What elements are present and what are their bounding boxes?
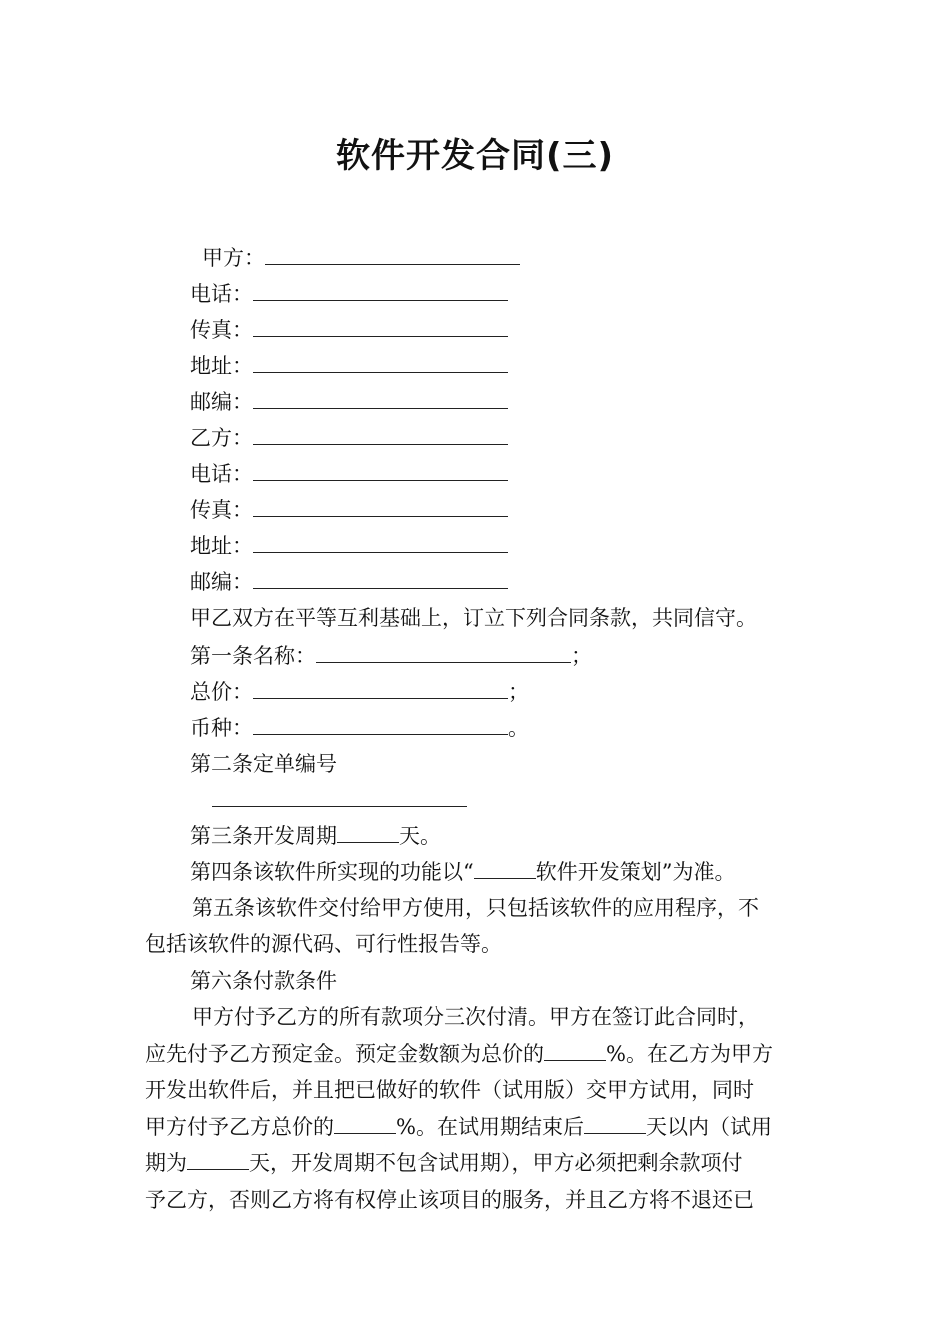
article1-currency-label: 币种：: [190, 716, 253, 740]
party-b-postcode-blank[interactable]: [253, 568, 508, 589]
party-b-phone-label: 电话：: [190, 462, 253, 486]
trial-percent-blank[interactable]: [334, 1113, 396, 1134]
article6-line5: [145, 1149, 743, 1177]
party-a-postcode-blank[interactable]: [253, 388, 508, 409]
party-b-fax-label: 传真：: [190, 498, 253, 522]
party-a-postcode-label: 邮编：: [190, 390, 253, 414]
article6-heading: 第六条付款条件: [190, 969, 337, 993]
party-a-phone-blank[interactable]: [253, 280, 508, 301]
party-a-fax-blank[interactable]: [253, 316, 508, 337]
article6-line3: 开发出软件后，并且把已做好的软件（试用版）交甲方试用，同时: [145, 1078, 754, 1102]
party-b-name-label: 乙方：: [190, 426, 253, 450]
article2-order-number-blank[interactable]: [212, 806, 467, 807]
article1-name-end: ；: [571, 644, 592, 668]
party-b-name-blank[interactable]: [253, 424, 508, 445]
article1-name-row: [190, 642, 592, 670]
trial-end-days-blank[interactable]: [584, 1113, 646, 1134]
article6-line2-b: %。在乙方为甲方: [606, 1042, 773, 1066]
article4-blank[interactable]: [474, 858, 536, 879]
article6-line4: [145, 1113, 772, 1141]
article1-currency-blank[interactable]: [253, 714, 508, 735]
party-b-fax-row: [190, 496, 508, 524]
article1-name-label: 第一条名称：: [190, 644, 316, 668]
party-a-fax-row: [190, 316, 508, 344]
party-b-address-blank[interactable]: [253, 532, 508, 553]
article6-line6: 予乙方，否则乙方将有权停止该项目的服务，并且乙方将不退还已: [145, 1188, 754, 1212]
article5-line1: 第五条该软件交付给甲方使用，只包括该软件的应用程序，不: [192, 896, 759, 920]
article4-row: [190, 858, 736, 886]
article3-row: [190, 822, 441, 850]
article5-line2: 包括该软件的源代码、可行性报告等。: [145, 932, 502, 956]
trial-period-days-blank[interactable]: [187, 1149, 249, 1170]
preamble: 甲乙双方在平等互利基础上，订立下列合同条款，共同信守。: [190, 606, 757, 630]
article1-name-blank[interactable]: [316, 642, 571, 663]
article6-line2: [145, 1040, 773, 1068]
article1-price-blank[interactable]: [253, 678, 508, 699]
party-a-name-blank[interactable]: [265, 244, 520, 265]
party-b-fax-blank[interactable]: [253, 496, 508, 517]
party-a-address-label: 地址：: [190, 354, 253, 378]
party-a-address-row: [190, 352, 508, 380]
article1-currency-end: 。: [508, 716, 529, 740]
party-a-name-label: 甲方：: [202, 246, 265, 270]
party-a-fax-label: 传真：: [190, 318, 253, 342]
article1-price-label: 总价：: [190, 680, 253, 704]
party-b-phone-blank[interactable]: [253, 460, 508, 481]
party-b-name-row: [190, 424, 508, 452]
article6-line4-b: %。在试用期结束后: [396, 1115, 584, 1139]
article3-days-blank[interactable]: [337, 822, 399, 843]
document-title: 软件开发合同(三): [335, 136, 615, 176]
article3-before: 第三条开发周期: [190, 824, 337, 848]
article6-line5-a: 期为: [145, 1151, 187, 1175]
party-a-phone-label: 电话：: [190, 282, 253, 306]
party-b-address-label: 地址：: [190, 534, 253, 558]
party-b-postcode-row: [190, 568, 508, 596]
party-a-phone-row: [190, 280, 508, 308]
party-b-postcode-label: 邮编：: [190, 570, 253, 594]
article4-after: 软件开发策划”为准。: [535, 860, 736, 884]
party-a-postcode-row: [190, 388, 508, 416]
article6-line1: 甲方付予乙方的所有款项分三次付清。甲方在签订此合同时，: [192, 1005, 759, 1029]
party-a-address-blank[interactable]: [253, 352, 508, 373]
article1-price-end: ；: [508, 680, 529, 704]
deposit-percent-blank[interactable]: [544, 1040, 606, 1061]
article1-currency-row: [190, 714, 529, 742]
article6-line5-b: 天，开发周期不包含试用期），甲方必须把剩余款项付: [249, 1151, 743, 1175]
article2-heading: 第二条定单编号: [190, 752, 337, 776]
article6-line4-c: 天以内（试用: [645, 1115, 772, 1139]
article6-line4-a: 甲方付予乙方总价的: [145, 1115, 334, 1139]
party-b-address-row: [190, 532, 508, 560]
party-a-name-row: [202, 244, 520, 272]
article3-after: 天。: [399, 824, 441, 848]
party-b-phone-row: [190, 460, 508, 488]
article4-before: 第四条该软件所实现的功能以“: [190, 860, 474, 884]
article6-line2-a: 应先付予乙方预定金。预定金数额为总价的: [145, 1042, 544, 1066]
article1-price-row: [190, 678, 529, 706]
